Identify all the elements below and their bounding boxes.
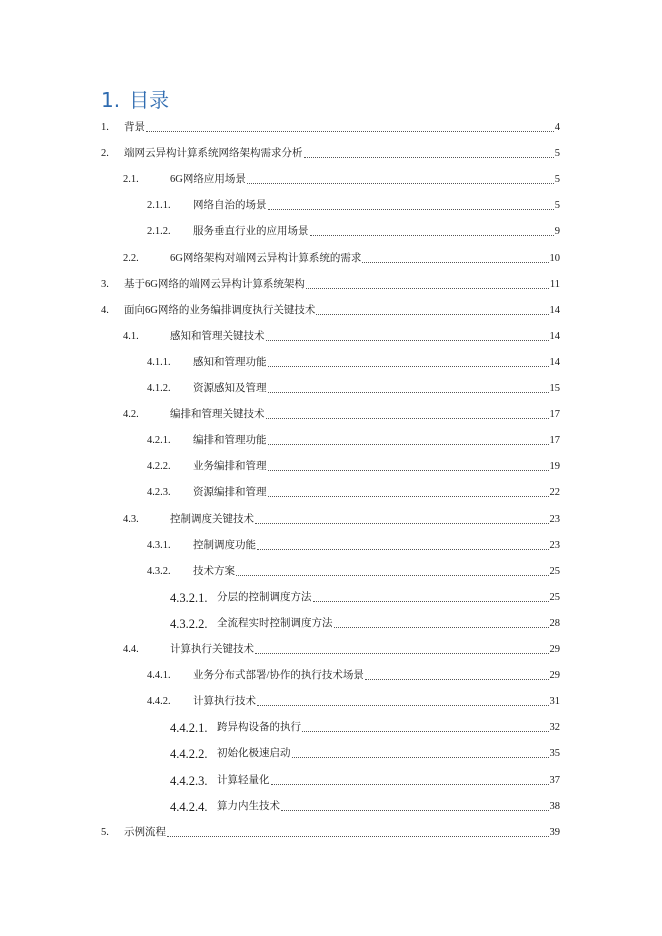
toc-entry-page: 5	[554, 200, 560, 212]
toc-entry-number: 2.1.2.	[147, 226, 171, 238]
toc-entry-title[interactable]: 业务编排和管理	[193, 461, 267, 473]
heading-number: 1.	[101, 88, 121, 112]
toc-entry-number: 4.4.1.	[147, 670, 171, 682]
toc-entry[interactable]	[170, 719, 560, 735]
toc-entry-number: 4.4.	[123, 644, 139, 655]
dot-leader	[281, 810, 549, 811]
toc-entry[interactable]	[170, 615, 560, 631]
toc-entry[interactable]	[147, 354, 560, 370]
toc-entry[interactable]	[147, 693, 560, 709]
toc-entry-title[interactable]: 控制调度关键技术	[170, 513, 254, 525]
toc-entry-number: 4.4.2.1.	[170, 721, 208, 736]
toc-entry-number: 4.1.	[123, 330, 139, 342]
dot-leader	[304, 157, 554, 158]
toc-entry-page: 5	[554, 148, 560, 160]
toc-entry[interactable]	[147, 432, 560, 448]
toc-entry-number: 4.3.2.2.	[170, 616, 208, 631]
toc-entry[interactable]	[101, 145, 560, 161]
toc-entry-number: 4.4.2.3.	[170, 773, 208, 788]
toc-entry-page: 4	[554, 122, 560, 133]
dot-leader	[255, 653, 549, 654]
dot-leader	[236, 575, 549, 576]
toc-entry-number: 4.3.	[123, 513, 139, 525]
toc-entry-number: 1.	[101, 122, 109, 133]
toc-entry-title[interactable]: 6G网络架构对端网云异构计算系统的需求	[170, 252, 362, 264]
toc-entry-page: 17	[549, 409, 560, 421]
toc-entry-page: 15	[549, 383, 560, 394]
dot-leader	[334, 627, 549, 628]
toc-entry[interactable]	[147, 223, 560, 239]
toc-entry-number: 4.2.	[123, 409, 139, 421]
dot-leader	[255, 523, 549, 524]
toc-entry-page: 10	[549, 252, 560, 264]
toc-entry-number: 4.2.3.	[147, 487, 171, 499]
toc-entry[interactable]	[101, 119, 560, 135]
toc-entry-page: 9	[554, 226, 560, 238]
toc-entry-number: 4.2.2.	[147, 461, 171, 473]
toc-entry-number: 4.3.1.	[147, 539, 171, 551]
dot-leader	[306, 288, 549, 289]
toc-entry-number: 3.	[101, 278, 109, 290]
toc-entry-page: 17	[549, 435, 560, 447]
toc-entry-title[interactable]: 技术方案	[193, 565, 235, 577]
dot-leader	[302, 731, 549, 732]
toc-entry-number: 4.3.2.	[147, 565, 171, 577]
toc-entry-title[interactable]: 编排和管理功能	[193, 435, 267, 447]
toc-entry[interactable]	[101, 824, 560, 840]
toc-entry-title[interactable]: 控制调度功能	[193, 539, 256, 551]
toc-entry-page: 32	[549, 722, 560, 734]
dot-leader	[271, 784, 549, 785]
dot-leader	[310, 235, 554, 236]
toc-entry[interactable]	[123, 250, 560, 266]
heading-title: 目录	[129, 88, 170, 112]
toc-entry-number: 4.3.2.1.	[170, 590, 208, 605]
toc-entry-page: 37	[549, 774, 560, 786]
toc-entry[interactable]	[170, 798, 560, 814]
dot-leader	[146, 131, 554, 132]
toc-entry-title[interactable]: 编排和管理关键技术	[170, 409, 265, 421]
toc-entry-title[interactable]: 6G网络应用场景	[170, 174, 246, 186]
dot-leader	[292, 757, 549, 758]
toc-entry[interactable]	[101, 302, 560, 318]
dot-leader	[268, 366, 549, 367]
toc-entry[interactable]	[123, 171, 560, 187]
dot-leader	[268, 209, 554, 210]
toc-entry-number: 4.4.2.2.	[170, 747, 208, 762]
toc-entry-page: 5	[554, 174, 560, 186]
toc-entry-page: 28	[549, 617, 560, 629]
toc-entry-page: 14	[549, 304, 560, 316]
toc-entry-title[interactable]: 全流程实时控制调度方法	[217, 617, 333, 629]
toc-entry[interactable]	[123, 406, 560, 422]
dot-leader	[266, 418, 549, 419]
dot-leader	[268, 392, 549, 393]
toc-entry-number: 4.1.1.	[147, 356, 171, 368]
toc-entry-number: 2.	[101, 148, 109, 160]
dot-leader	[316, 314, 548, 315]
toc-entry[interactable]	[123, 641, 560, 657]
toc-entry-page: 11	[549, 278, 560, 290]
toc-entry-title[interactable]: 业务分布式部署/协作的执行技术场景	[193, 670, 364, 682]
toc-entry-title[interactable]: 感知和管理关键技术	[170, 330, 265, 342]
toc-entry[interactable]	[101, 276, 560, 292]
toc-entry-number: 4.4.2.	[147, 696, 171, 708]
toc-entry-title[interactable]: 计算轻量化	[217, 774, 270, 786]
toc-entry[interactable]	[170, 745, 560, 761]
toc-entry-page: 25	[549, 591, 560, 603]
toc-entry[interactable]	[147, 380, 560, 396]
toc-entry[interactable]	[147, 667, 560, 683]
dot-leader	[257, 549, 549, 550]
toc-entry-title[interactable]: 跨异构设备的执行	[217, 722, 301, 734]
dot-leader	[268, 470, 549, 471]
toc-entry-page: 14	[549, 330, 560, 342]
toc-entry-page: 39	[549, 826, 560, 838]
toc-entry-page: 31	[549, 696, 560, 708]
dot-leader	[268, 444, 549, 445]
toc-entry-number: 2.1.	[123, 174, 139, 186]
toc-entry-page: 38	[549, 800, 560, 812]
toc-entry-title[interactable]: 面向6G网络的业务编排调度执行关键技术	[124, 304, 316, 316]
dot-leader	[365, 679, 549, 680]
toc-entry-number: 2.2.	[123, 252, 139, 264]
toc-entry-title[interactable]: 网络自治的场景	[193, 200, 267, 212]
toc-entry-title[interactable]: 计算执行关键技术	[170, 644, 254, 655]
toc-entry-page: 25	[549, 565, 560, 577]
toc-entry-title[interactable]: 基于6G网络的端网云异构计算系统架构	[124, 278, 305, 290]
toc-entry-page: 29	[549, 644, 560, 655]
toc-entry[interactable]	[147, 484, 560, 500]
toc-entry-title[interactable]: 背景	[124, 122, 145, 133]
toc-entry[interactable]	[147, 537, 560, 553]
dot-leader	[268, 496, 549, 497]
dot-leader	[167, 836, 549, 837]
dot-leader	[362, 262, 548, 263]
toc-entry-title[interactable]: 感知和管理功能	[193, 356, 267, 368]
toc-entry-number: 2.1.1.	[147, 200, 171, 212]
toc-entry[interactable]	[170, 589, 560, 605]
toc-entry[interactable]	[147, 458, 560, 474]
toc-entry-title[interactable]: 资源感知及管理	[193, 383, 267, 394]
toc-entry-title[interactable]: 服务垂直行业的应用场景	[193, 226, 309, 238]
toc-entry-title[interactable]: 算力内生技术	[217, 800, 280, 812]
toc-entry-number: 4.1.2.	[147, 383, 171, 394]
toc-entry-number: 4.	[101, 304, 109, 316]
toc-entry-number: 4.2.1.	[147, 435, 171, 447]
dot-leader	[257, 705, 549, 706]
toc-entry-number: 5.	[101, 826, 109, 838]
toc-entry-page: 23	[549, 539, 560, 551]
toc-entry-title[interactable]: 计算执行技术	[193, 696, 256, 708]
toc-entry-page: 23	[549, 513, 560, 525]
toc-entry-title[interactable]: 端网云异构计算系统网络架构需求分析	[124, 148, 303, 160]
toc-entry-number: 4.4.2.4.	[170, 799, 208, 814]
toc-entry-title[interactable]: 分层的控制调度方法	[217, 591, 312, 603]
toc-entry-page: 35	[549, 748, 560, 760]
dot-leader	[247, 183, 554, 184]
toc-entry[interactable]	[147, 563, 560, 579]
toc-entry-title[interactable]: 示例流程	[124, 826, 166, 838]
toc-entry[interactable]	[123, 328, 560, 344]
toc-entry[interactable]	[147, 197, 560, 213]
toc-entry-title[interactable]: 初始化极速启动	[217, 748, 291, 760]
toc-entry-title[interactable]: 资源编排和管理	[193, 487, 267, 499]
toc-entry-page: 14	[549, 356, 560, 368]
dot-leader	[266, 340, 549, 341]
toc-entry[interactable]	[123, 511, 560, 527]
toc-entry-page: 19	[549, 461, 560, 473]
toc-entry-page: 22	[549, 487, 560, 499]
toc-entry[interactable]	[170, 772, 560, 788]
toc-entry-page: 29	[549, 670, 560, 682]
page-title	[101, 84, 169, 113]
dot-leader	[313, 601, 549, 602]
